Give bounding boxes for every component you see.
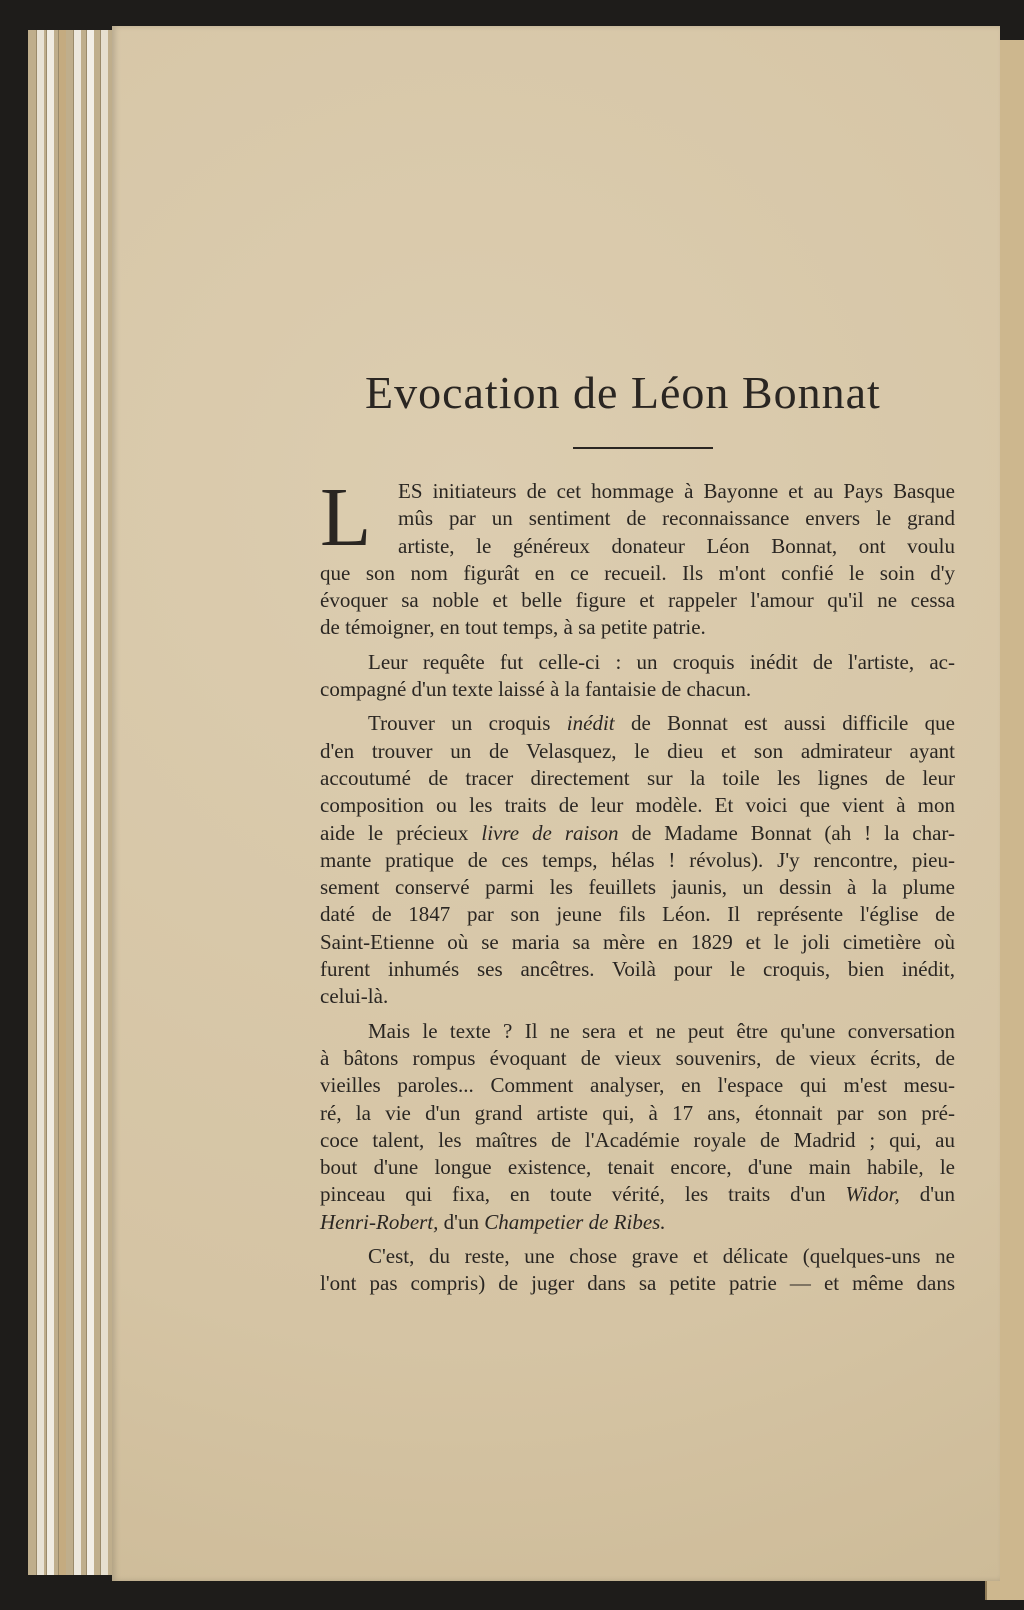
text-run: artiste, le généreux donateur Léon Bonnat, ont voulu (398, 533, 955, 558)
title-rule (573, 447, 713, 449)
text-line (320, 478, 955, 505)
text-run: bout d'une longue existence, tenait encore, d'une main habile, le (320, 1155, 955, 1180)
text-line (320, 847, 955, 874)
text-line (320, 1018, 955, 1045)
text-run: C'est, du reste, une chose grave et délicate (quelques-uns ne (368, 1244, 955, 1269)
text-run: de Madame Bonnat (ah ! la char- (618, 820, 955, 845)
text-line (320, 983, 955, 1010)
text-line (320, 901, 955, 928)
paragraph (320, 1018, 955, 1236)
text-line (320, 1100, 955, 1127)
italic-text: Widor, (845, 1182, 900, 1207)
text-run: daté de 1847 par son jeune fils Léon. Il représente l'église de (320, 902, 955, 927)
paragraph (320, 710, 955, 1010)
italic-text: inédit (566, 711, 615, 736)
text-run: Saint-Etienne où se maria sa mère en 1829 et le joli cimetière où (320, 929, 955, 954)
text-run: compagné d'un texte laissé à la fantaisie de chacun. (320, 677, 752, 702)
paragraph (320, 1243, 955, 1298)
text-run: ré, la vie d'un grand artiste qui, à 17 ans, étonnait par son pré- (320, 1100, 955, 1125)
text-run: à bâtons rompus évoquant de vieux souvenirs, de vieux écrits, de (320, 1045, 955, 1070)
text-line (320, 533, 955, 560)
text-line (320, 929, 955, 956)
text-line (320, 738, 955, 765)
text-run: celui-là. (320, 984, 389, 1009)
text-run: ES initiateurs de cet hommage à Bayonne et au Pays Basque (398, 479, 955, 503)
italic-text: Champetier de Ribes. (484, 1209, 666, 1234)
text-line (320, 560, 955, 587)
text-line (320, 1045, 955, 1072)
text-line (320, 676, 955, 703)
text-line (320, 956, 955, 983)
text-line (320, 820, 955, 847)
text-run: furent inhumés ses ancêtres. Voilà pour le croquis, bien inédit, (320, 957, 955, 982)
text-line (320, 505, 955, 532)
text-run: accoutumé de tracer directement sur la toile les lignes de leur (320, 765, 955, 790)
body-text (320, 471, 955, 1298)
text-run: mante pratique de ces temps, hélas ! révolus). J'y rencontre, pieu- (320, 847, 955, 872)
text-run: aide le précieux (320, 820, 482, 845)
text-run: de témoigner, en tout temps, à sa petite patrie. (320, 615, 706, 640)
text-run: de Bonnat est aussi difficile que (614, 711, 955, 736)
text-line (320, 765, 955, 792)
text-run: Leur requête fut celle-ci : un croquis inédit de l'artiste, ac- (368, 649, 955, 674)
text-run: d'un (438, 1209, 485, 1234)
text-line (320, 1243, 955, 1270)
text-run: d'en trouver un de Velasquez, le dieu et son admirateur ayant (320, 738, 955, 763)
italic-text: livre de raison (481, 820, 619, 845)
text-line (320, 1270, 955, 1297)
italic-text: Henri-Robert, (320, 1209, 439, 1234)
text-line (320, 1127, 955, 1154)
drop-cap: L (320, 471, 372, 564)
text-line (320, 874, 955, 901)
text-run: que son nom figurât en ce recueil. Ils m'ont confié le soin d'y (320, 560, 955, 585)
text-run: mûs par un sentiment de reconnaissance envers le grand (398, 506, 955, 531)
text-run: pinceau qui fixa, en toute vérité, les traits d'un (320, 1182, 846, 1207)
text-line (320, 1209, 955, 1236)
text-run: sement conservé parmi les feuillets jaunis, un dessin à la plume (320, 875, 955, 900)
text-line (320, 792, 955, 819)
text-line (320, 1181, 955, 1208)
text-line (320, 587, 955, 614)
text-run: évoquer sa noble et belle figure et rappeler l'amour qu'il ne cessa (320, 588, 955, 613)
page-title: Evocation de Léon Bonnat (365, 367, 881, 418)
text-line (320, 649, 955, 676)
text-line (320, 1072, 955, 1099)
text-line (320, 710, 955, 737)
text-run: coce talent, les maîtres de l'Académie royale de Madrid ; qui, au (320, 1127, 955, 1152)
text-run: Mais le texte ? Il ne sera et ne peut être qu'une conversation (368, 1018, 955, 1043)
text-run: composition ou les traits de leur modèle. Et voici que vient à mon (320, 793, 955, 818)
paragraph (320, 649, 955, 704)
text-line (320, 614, 955, 641)
text-line (320, 1154, 955, 1181)
text-run: Trouver un croquis (368, 711, 567, 736)
text-run: vieilles paroles... Comment analyser, en l'espace qui m'est mesu- (320, 1073, 955, 1098)
text-run: l'ont pas compris) de juger dans sa petite patrie — et même dans (320, 1271, 955, 1296)
text-run: d'un (899, 1182, 955, 1207)
paragraph (320, 471, 955, 642)
